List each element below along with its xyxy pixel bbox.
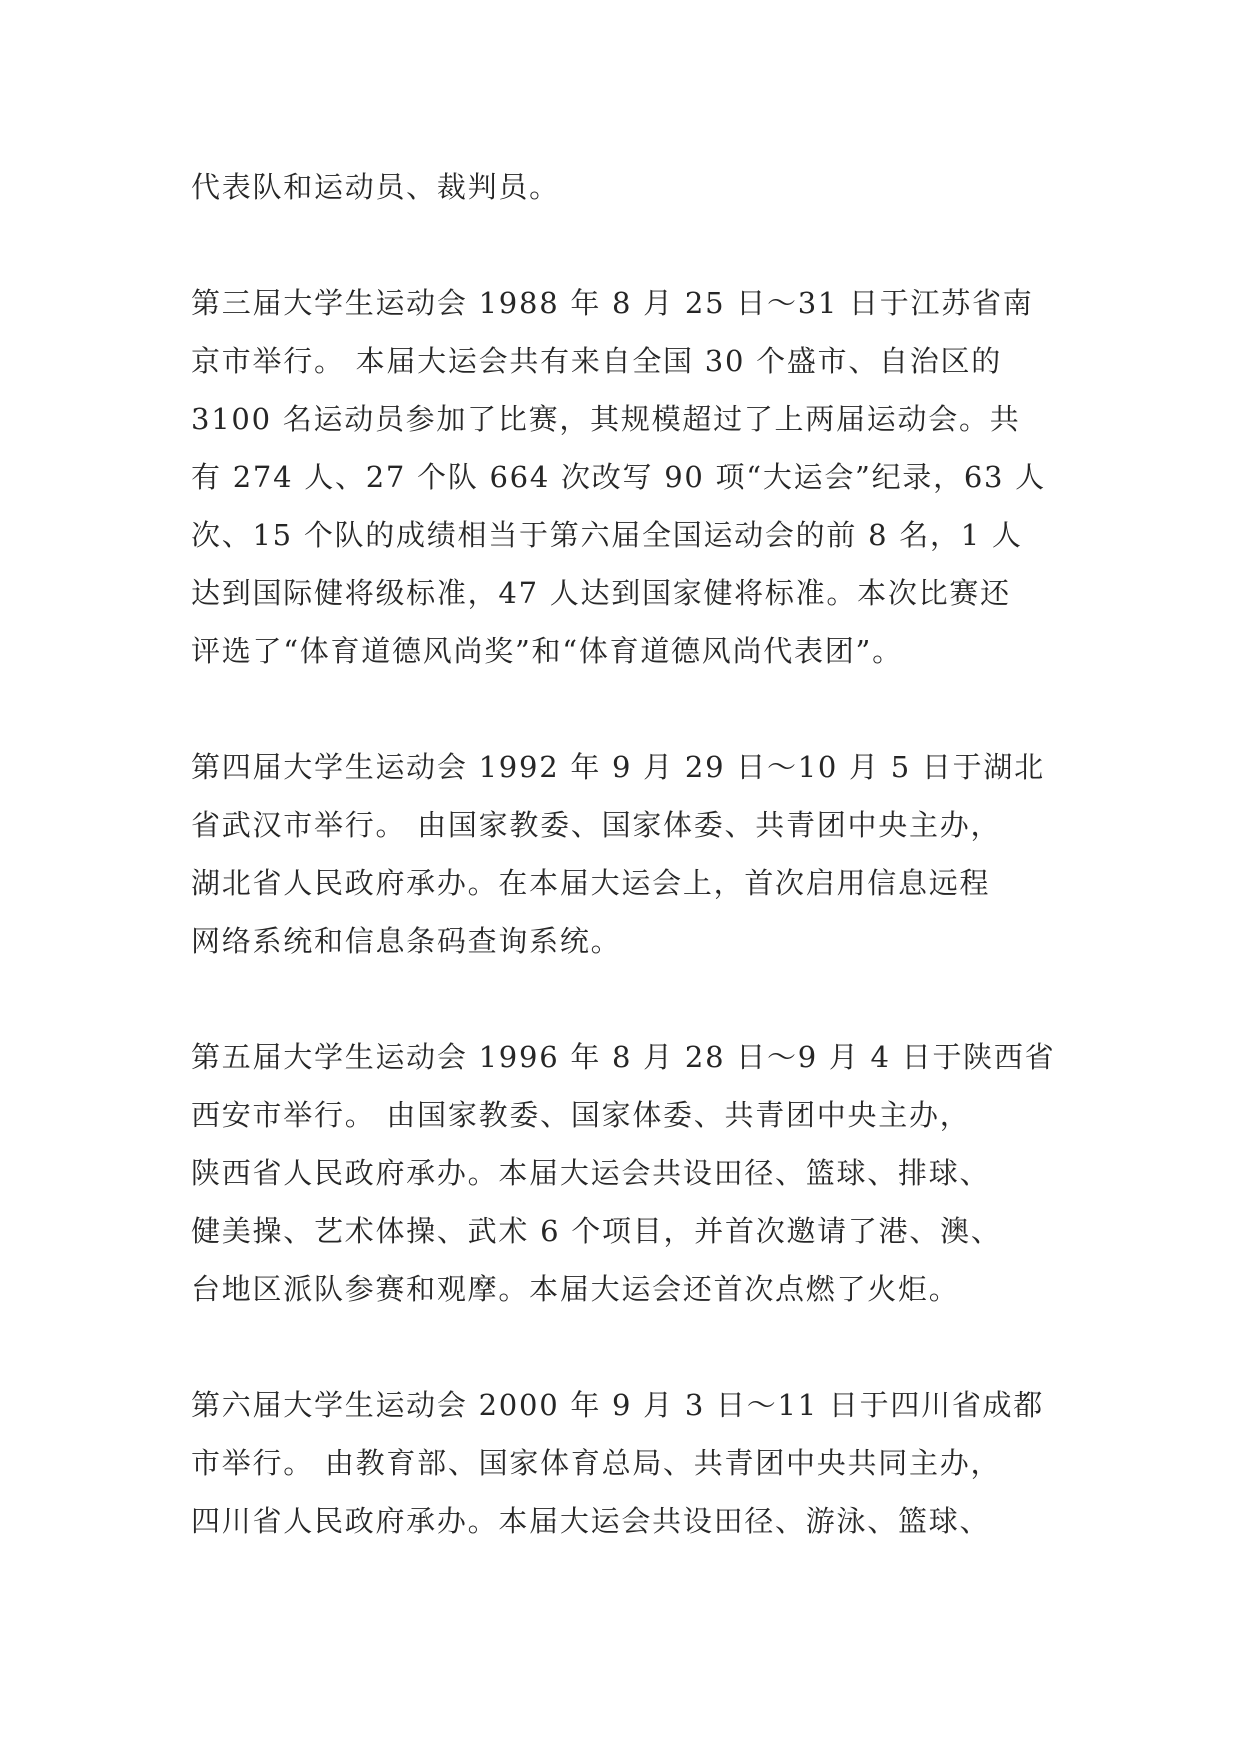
paragraph-3 xyxy=(191,738,1051,970)
text-line: 次、15 个队的成绩相当于第六届全国运动会的前 8 名，1 人 xyxy=(191,518,1023,552)
text-line: 市举行。 由教育部、国家体育总局、共青团中央共同主办， xyxy=(191,1446,1002,1480)
text-line: 达到国际健将级标准，47 人达到国家健将标准。本次比赛还 xyxy=(191,576,1011,610)
text-line: 网络系统和信息条码查询系统。 xyxy=(191,924,622,958)
text-line: 3100 名运动员参加了比赛，其规模超过了上两届运动会。共 xyxy=(191,402,1021,436)
document-body xyxy=(191,158,1056,1550)
text-line: 第三届大学生运动会 1988 年 8 月 25 日～31 日于江苏省南 xyxy=(191,286,1034,320)
text-line: 有 274 人、27 个队 664 次改写 90 项“大运会”纪录，63 人 xyxy=(191,460,1046,494)
text-line: 陕西省人民政府承办。本届大运会共设田径、篮球、排球、 xyxy=(191,1156,991,1190)
text-line: 代表队和运动员、裁判员。 xyxy=(191,170,560,204)
text-line: 省武汉市举行。 由国家教委、国家体委、共青团中央主办， xyxy=(191,808,1002,842)
paragraph-spacer xyxy=(191,1318,1051,1376)
text-line: 第六届大学生运动会 2000 年 9 月 3 日～11 日于四川省成都 xyxy=(191,1388,1045,1422)
text-line: 评选了“体育道德风尚奖”和“体育道德风尚代表团”。 xyxy=(191,634,903,668)
text-line: 四川省人民政府承办。本届大运会共设田径、游泳、篮球、 xyxy=(191,1504,991,1538)
text-line: 京市举行。 本届大运会共有来自全国 30 个盛市、自治区的 xyxy=(191,344,1003,378)
paragraph-1 xyxy=(191,158,1051,216)
text-line: 第五届大学生运动会 1996 年 8 月 28 日～9 月 4 日于陕西省 xyxy=(191,1040,1056,1074)
text-line: 湖北省人民政府承办。在本届大运会上，首次启用信息远程 xyxy=(191,866,991,900)
paragraph-2 xyxy=(191,274,1051,680)
text-line: 第四届大学生运动会 1992 年 9 月 29 日～10 月 5 日于湖北 xyxy=(191,750,1045,784)
paragraph-spacer xyxy=(191,216,1051,274)
text-line: 健美操、艺术体操、武术 6 个项目，并首次邀请了港、澳、 xyxy=(191,1214,1002,1248)
paragraph-4 xyxy=(191,1028,1056,1318)
paragraph-spacer xyxy=(191,680,1051,738)
paragraph-5 xyxy=(191,1376,1051,1550)
text-line: 台地区派队参赛和观摩。本届大运会还首次点燃了火炬。 xyxy=(191,1272,960,1306)
text-line: 西安市举行。 由国家教委、国家体委、共青团中央主办， xyxy=(191,1098,971,1132)
paragraph-spacer xyxy=(191,970,1051,1028)
